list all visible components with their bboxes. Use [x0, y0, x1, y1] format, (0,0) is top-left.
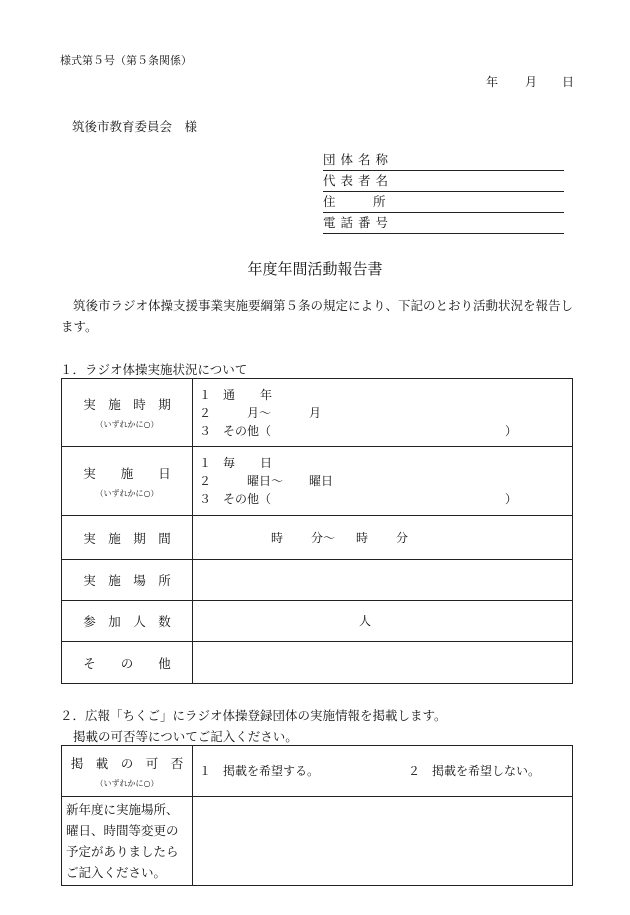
other-cell[interactable]: [193, 642, 573, 684]
address-label: 住 所: [323, 194, 386, 209]
option-text: 月～: [247, 405, 272, 420]
intro-text: 筑後市ラジオ体操支援事業実施要綱第５条の規定により、下記のとおり活動状況を報告します。: [61, 298, 574, 334]
period-option-3[interactable]: [193, 422, 572, 440]
time-text: 時: [356, 530, 369, 545]
publish-label: 掲 載 の 可 否: [70, 755, 184, 771]
group-name-field[interactable]: [323, 150, 564, 171]
days-label: 実 施 日: [83, 465, 171, 481]
publish-table: [61, 745, 573, 886]
period-note: （いずれかに○）: [95, 420, 159, 429]
place-cell[interactable]: [193, 560, 573, 601]
option-number: ３: [199, 492, 212, 506]
option-number: ２: [199, 405, 212, 420]
publish-options-cell[interactable]: [193, 746, 573, 797]
days-row: [62, 447, 573, 516]
change-label: 新年度に実施場所、曜日、時間等変更の予定がありましたらご記入ください。: [62, 797, 193, 886]
date-day-label: 日: [562, 75, 575, 89]
participants-cell[interactable]: [193, 601, 573, 642]
publish-option-yes[interactable]: １ 掲載を希望する。: [199, 764, 320, 778]
other-label: そ の 他: [62, 642, 193, 684]
option-text: 月: [309, 405, 322, 420]
option-text: 曜日～: [247, 474, 284, 488]
group-name-label: 団体名称: [323, 152, 394, 167]
change-cell[interactable]: [193, 797, 573, 886]
representative-field[interactable]: [323, 171, 564, 192]
participants-row: [62, 601, 573, 642]
participants-value[interactable]: [193, 612, 572, 630]
form-number: 様式第５号（第５条関係）: [60, 54, 192, 67]
date-month-label: 月: [525, 75, 538, 89]
change-row: [62, 797, 573, 886]
days-options-cell[interactable]: [193, 447, 573, 516]
section2-heading: ２．広報「ちくご」にラジオ体操登録団体の実施情報を掲載します。: [60, 708, 447, 723]
time-text: 分: [396, 530, 409, 545]
option-text: ）: [505, 423, 518, 438]
time-text: 分～: [311, 530, 336, 545]
time-label: 実 施 期 間: [62, 516, 193, 560]
time-row: [62, 516, 573, 560]
publish-options: [193, 762, 572, 780]
document-title: 年度年間活動報告書: [247, 260, 383, 278]
participants-unit: 人: [359, 614, 372, 628]
publish-row: [62, 746, 573, 797]
representative-label: 代表者名: [323, 173, 394, 188]
section1-heading: １．ラジオ体操実施状況について: [60, 362, 248, 377]
option-text: 毎: [223, 456, 236, 470]
option-number: １: [199, 456, 212, 470]
option-text: 年: [260, 387, 273, 402]
option-number: １: [199, 387, 212, 402]
date-year-label: 年: [486, 75, 499, 89]
time-value[interactable]: [193, 529, 572, 547]
option-text: その他（: [223, 492, 272, 506]
publish-label-cell: [62, 746, 193, 797]
days-label-cell: [62, 447, 193, 516]
time-text: 時: [271, 530, 284, 545]
period-options-cell[interactable]: [193, 379, 573, 447]
addressee: 筑後市教育委員会 様: [72, 119, 198, 134]
option-text: ）: [505, 492, 518, 506]
option-number: ３: [199, 423, 212, 438]
days-option-1[interactable]: [193, 454, 572, 472]
publish-option-no[interactable]: ２ 掲載を希望しない。: [408, 764, 541, 778]
option-number: ２: [199, 474, 212, 488]
period-option-1[interactable]: [193, 386, 572, 404]
section2-subheading: 掲載の可否等についてご記入ください。: [73, 729, 298, 744]
phone-label: 電話番号: [323, 215, 394, 230]
place-label: 実 施 場 所: [62, 560, 193, 601]
days-option-2[interactable]: [193, 472, 572, 490]
period-label: 実 施 時 期: [83, 397, 171, 412]
address-field[interactable]: [323, 192, 564, 213]
period-option-2[interactable]: [193, 404, 572, 422]
period-label-cell: [62, 379, 193, 447]
period-row: [62, 379, 573, 447]
days-option-3[interactable]: [193, 490, 572, 508]
place-row: [62, 560, 573, 601]
option-text: 曜日: [309, 474, 334, 488]
days-note: （いずれかに○）: [95, 488, 159, 498]
phone-field[interactable]: [323, 213, 564, 234]
option-text: 通: [223, 387, 236, 402]
option-text: 日: [260, 456, 273, 470]
activity-table: [61, 378, 573, 684]
publish-note: （いずれかに○）: [95, 778, 159, 788]
other-row: [62, 642, 573, 684]
participants-label: 参 加 人 数: [62, 601, 193, 642]
time-cell[interactable]: [193, 516, 573, 560]
option-text: その他（: [223, 423, 272, 438]
